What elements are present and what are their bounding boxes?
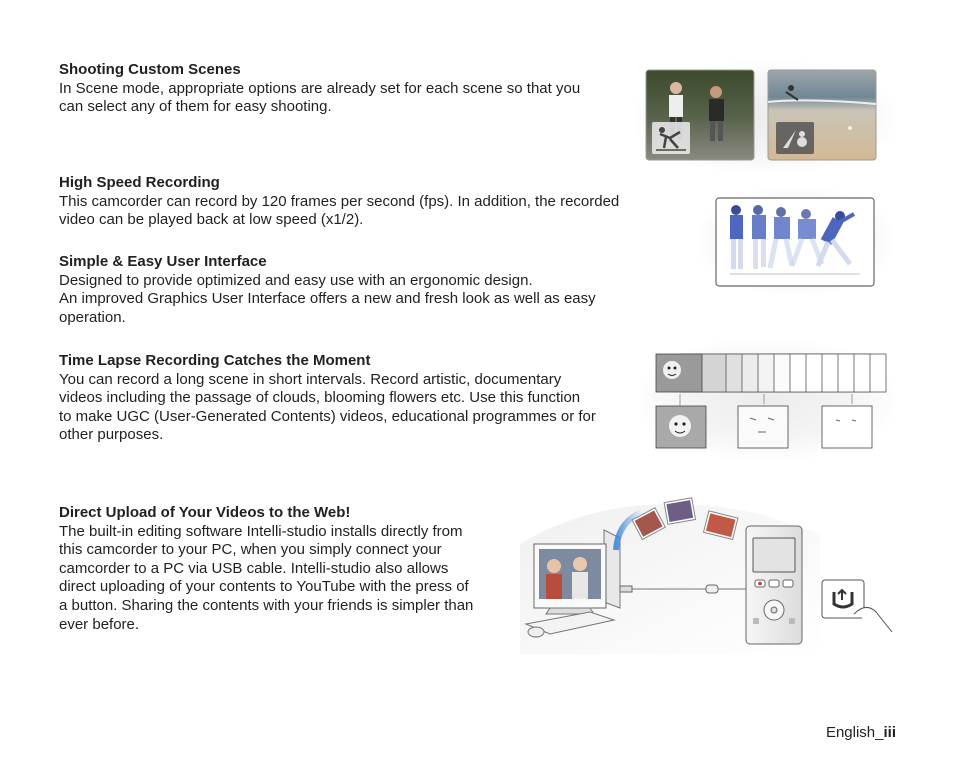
section-line: this camcorder to your PC, when you simply connect your bbox=[59, 541, 442, 559]
section-user-interface bbox=[59, 253, 596, 327]
section-line: to make UGC (User-Generated Contents) videos, educational programmes or for bbox=[59, 407, 596, 425]
beach-scene-photo bbox=[768, 70, 876, 160]
sports-mode-icon bbox=[652, 122, 690, 154]
footer-language: English_ bbox=[825, 724, 884, 741]
section-line: direct uploading of your contents to YouTube with the press of bbox=[59, 578, 469, 596]
section-line: This camcorder can record by 120 frames per second (fps). In addition, the recorded bbox=[59, 192, 620, 210]
time-lapse-top-frames bbox=[656, 354, 886, 392]
section-title: Simple & Easy User Interface bbox=[59, 253, 267, 270]
section-title: Time Lapse Recording Catches the Moment bbox=[59, 352, 371, 369]
section-time-lapse bbox=[59, 352, 596, 445]
beach-mode-icon bbox=[776, 122, 814, 154]
page-number: iii bbox=[883, 724, 896, 741]
section-line: An improved Graphics User Interface offers a new and fresh look as well as easy bbox=[59, 290, 596, 308]
section-line: a button. Sharing the contents with your friends is simpler than bbox=[59, 596, 474, 614]
section-line: You can record a long scene in short intervals. Record artistic, documentary bbox=[59, 370, 562, 388]
section-custom-scenes bbox=[59, 61, 580, 117]
time-lapse-bottom-frames bbox=[656, 406, 872, 448]
section-line: videos including the passage of clouds, blooming flowers etc. Use this function bbox=[59, 389, 581, 407]
section-line: Designed to provide optimized and easy use with an ergonomic design. bbox=[59, 271, 533, 289]
section-line: In Scene mode, appropriate options are already set for each scene so that you bbox=[59, 79, 581, 97]
section-title: High Speed Recording bbox=[59, 174, 220, 191]
section-line: ever before. bbox=[59, 615, 140, 633]
sports-scene-photo bbox=[646, 70, 754, 160]
scene-photos-illustration bbox=[636, 62, 896, 172]
page-footer bbox=[826, 724, 896, 741]
share-button-icon bbox=[822, 580, 892, 632]
direct-upload-illustration bbox=[520, 494, 896, 654]
section-line: The built-in editing software Intelli-studio installs directly from bbox=[59, 522, 463, 540]
section-line: can select any of them for easy shooting. bbox=[59, 98, 332, 116]
section-line: video can be played back at low speed (x1/2). bbox=[59, 211, 364, 229]
time-lapse-illustration bbox=[640, 340, 894, 460]
section-high-speed bbox=[59, 174, 619, 230]
section-title: Direct Upload of Your Videos to the Web! bbox=[59, 504, 351, 521]
high-speed-illustration bbox=[700, 188, 892, 294]
computer-icon bbox=[526, 530, 620, 637]
section-line: other purposes. bbox=[59, 426, 164, 444]
section-title: Shooting Custom Scenes bbox=[59, 61, 241, 78]
section-line: operation. bbox=[59, 308, 126, 326]
section-direct-upload bbox=[59, 504, 473, 634]
camcorder-icon bbox=[746, 526, 802, 644]
section-line: camcorder to a PC via USB cable. Intelli-studio also allows bbox=[59, 559, 449, 577]
